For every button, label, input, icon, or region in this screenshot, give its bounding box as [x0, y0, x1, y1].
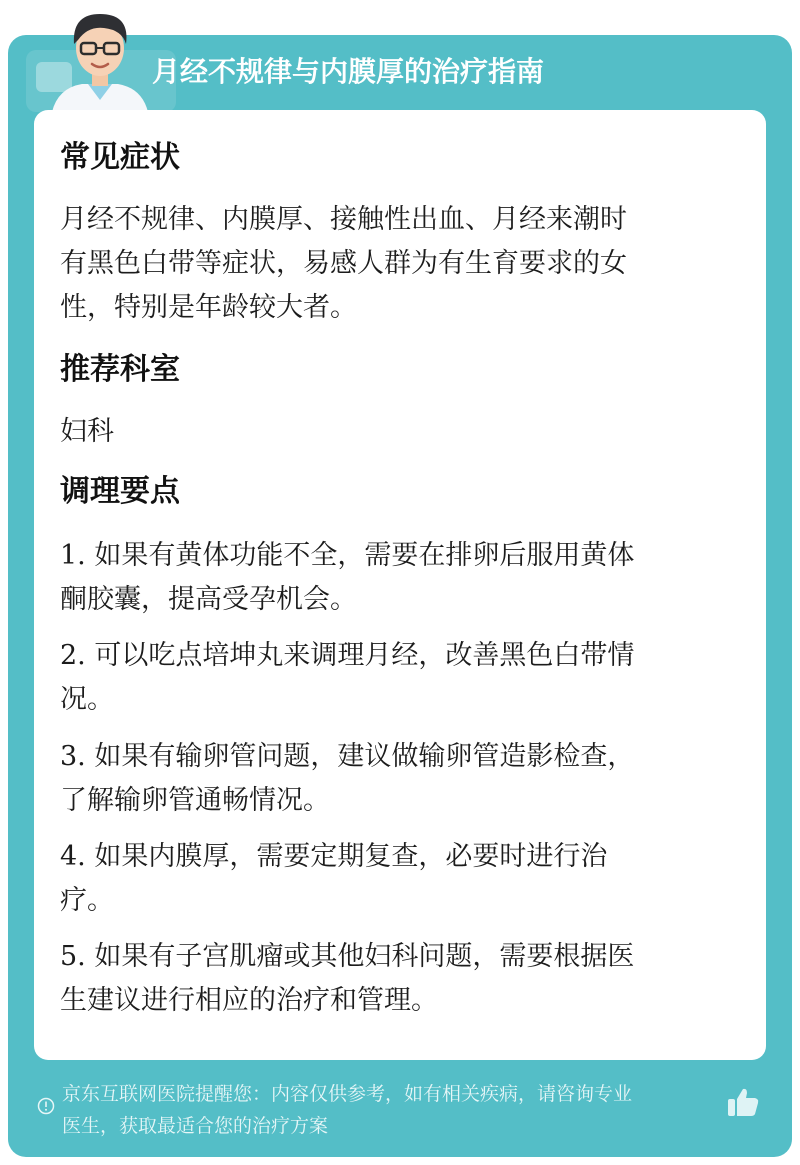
item-text: 疗。 [60, 885, 114, 916]
item-number: 3. [60, 741, 86, 772]
content-panel [34, 110, 766, 1060]
item-text: 如果有子宫肌瘤或其他妇科问题，需要根据医 [85, 941, 635, 972]
item-text: 了解输卵管通畅情况。 [60, 785, 330, 816]
item-text: 生建议进行相应的治疗和管理。 [60, 985, 438, 1016]
item-number: 5. [60, 941, 86, 972]
item-text: 酮胶囊，提高受孕机会。 [60, 584, 357, 615]
item-text: 况。 [60, 684, 114, 715]
item-text: 如果内膜厚，需要定期复查，必要时进行治 [85, 841, 608, 872]
care-item [60, 634, 732, 722]
info-icon [37, 1097, 55, 1115]
department-heading: 推荐科室 [60, 352, 180, 387]
symptoms-line: 性，特别是年龄较大者。 [60, 292, 357, 323]
page-title: 月经不规律与内膜厚的治疗指南 [152, 55, 545, 88]
disclaimer-line: 医生，获取最适合您的治疗方案 [62, 1115, 329, 1137]
thumbs-up-icon[interactable] [726, 1085, 760, 1119]
item-text: 可以吃点培坤丸来调理月经，改善黑色白带情 [85, 640, 635, 671]
care-item [60, 935, 732, 1023]
item-number: 2. [60, 640, 86, 671]
doctor-avatar [48, 4, 152, 112]
disclaimer [62, 1078, 730, 1142]
care-item [60, 835, 732, 923]
item-number: 1. [60, 540, 86, 571]
care-heading: 调理要点 [60, 474, 180, 509]
symptoms-heading: 常见症状 [60, 140, 180, 175]
symptoms-line: 有黑色白带等症状，易感人群为有生育要求的女 [60, 248, 627, 279]
department-value: 妇科 [60, 416, 114, 447]
disclaimer-line: 京东互联网医院提醒您：内容仅供参考，如有相关疾病，请咨询专业 [62, 1083, 633, 1105]
care-item [60, 534, 732, 622]
care-item [60, 735, 732, 823]
item-text: 如果有黄体功能不全，需要在排卵后服用黄体 [85, 540, 635, 571]
item-number: 4. [60, 841, 86, 872]
symptoms-line: 月经不规律、内膜厚、接触性出血、月经来潮时 [60, 204, 627, 235]
symptoms-text [60, 198, 732, 330]
item-text: 如果有输卵管问题，建议做输卵管造影检查， [85, 741, 635, 772]
